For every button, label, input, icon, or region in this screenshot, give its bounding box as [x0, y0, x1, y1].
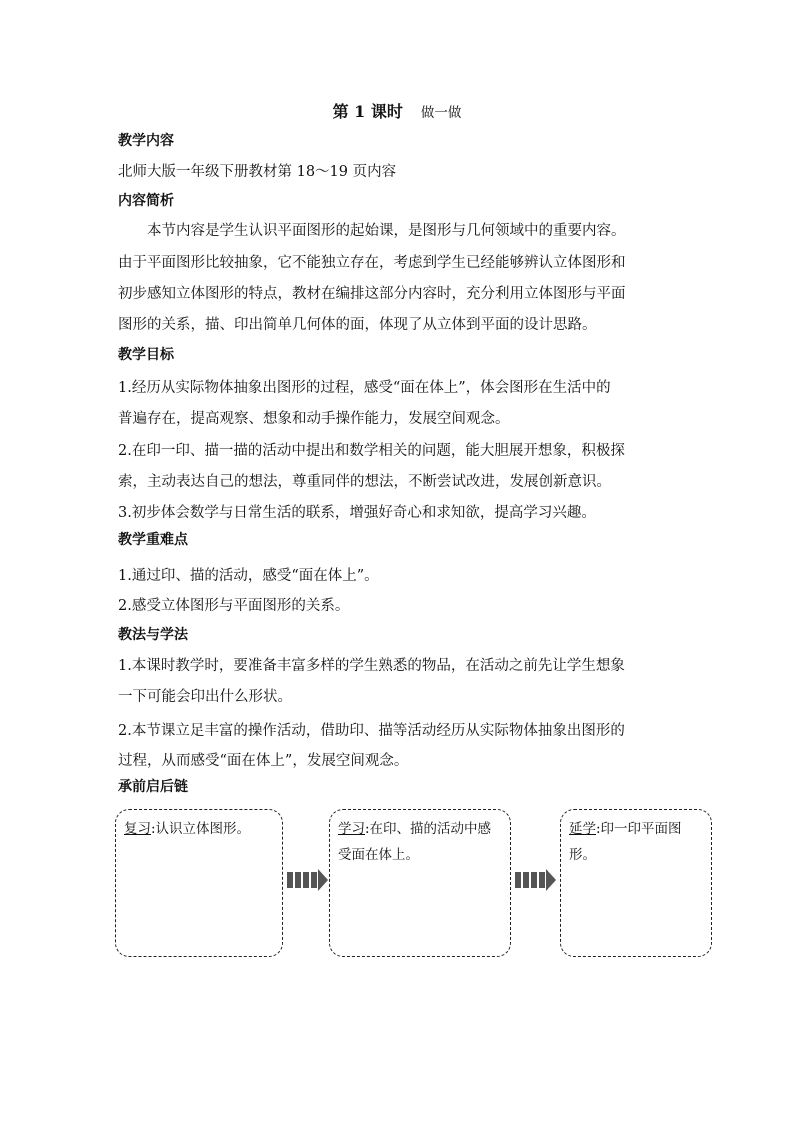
chain-box-learn [329, 809, 511, 957]
goal-2-line-1: 2.在印一印、描一描的活动中提出和数学相关的问题，能大胆展开想象，积极探 [118, 443, 625, 459]
analysis-line-2: 由于平面图形比较抽象，它不能独立存在，考虑到学生已经能够辨认立体图形和 [118, 255, 626, 271]
lesson-title [0, 99, 794, 122]
method-2-line-2: 过程，从而感受“面在体上”，发展空间观念。 [118, 753, 409, 769]
goal-1-line-2: 普遍存在，提高观察、想象和动手操作能力，发展空间观念。 [118, 411, 510, 427]
learn-label: 学习 [338, 821, 365, 837]
extend-text: :印一印平面图形。 [569, 821, 682, 863]
heading-chain: 承前启后链 [118, 779, 188, 795]
title-main: 第 1 课时 [332, 102, 403, 121]
review-label: 复习 [124, 821, 151, 837]
arrow-right-icon [287, 869, 329, 891]
analysis-line-1: 本节内容是学生认识平面图形的起始课，是图形与几何领域中的重要内容。 [147, 223, 626, 239]
heading-methods: 教法与学法 [118, 627, 188, 643]
review-text: :认识立体图形。 [151, 821, 251, 837]
goal-3: 3.初步体会数学与日常生活的联系，增强好奇心和求知欲，提高学习兴趣。 [118, 505, 596, 521]
analysis-line-4: 图形的关系，描、印出简单几何体的面，体现了从立体到平面的设计思路。 [118, 317, 597, 333]
content-text: 北师大版一年级下册教材第 18～19 页内容 [118, 164, 397, 180]
goal-2-line-2: 索，主动表达自己的想法，尊重同伴的想法，不断尝试改进，发展创新意识。 [118, 474, 611, 490]
method-2-line-1: 2.本节课立足丰富的操作活动，借助印、描等活动经历从实际物体抽象出图形的 [118, 723, 625, 739]
extend-label: 延学 [569, 821, 596, 837]
heading-content: 教学内容 [118, 133, 174, 149]
arrow-right-icon [515, 869, 557, 891]
keypoint-1: 1.通过印、描的活动，感受“面在体上”。 [118, 568, 379, 584]
keypoint-2: 2.感受立体图形与平面图形的关系。 [118, 598, 350, 614]
heading-goals: 教学目标 [118, 347, 174, 363]
method-1-line-1: 1.本课时教学时，要准备丰富多样的学生熟悉的物品，在活动之前先让学生想象 [118, 658, 625, 674]
title-sub: 做一做 [420, 105, 462, 121]
method-1-line-2: 一下可能会印出什么形状。 [118, 689, 292, 705]
goal-1-line-1: 1.经历从实际物体抽象出图形的过程，感受“面在体上”，体会图形在生活中的 [118, 380, 611, 396]
heading-analysis: 内容简析 [118, 193, 174, 209]
chain-box-review [115, 809, 283, 957]
learn-text: :在印、描的活动中感受面在体上。 [338, 821, 492, 863]
chain-box-extend [560, 809, 712, 957]
analysis-line-3: 初步感知立体图形的特点，教材在编排这部分内容时，充分利用立体图形与平面 [118, 286, 626, 302]
heading-keypoints: 教学重难点 [118, 532, 188, 548]
